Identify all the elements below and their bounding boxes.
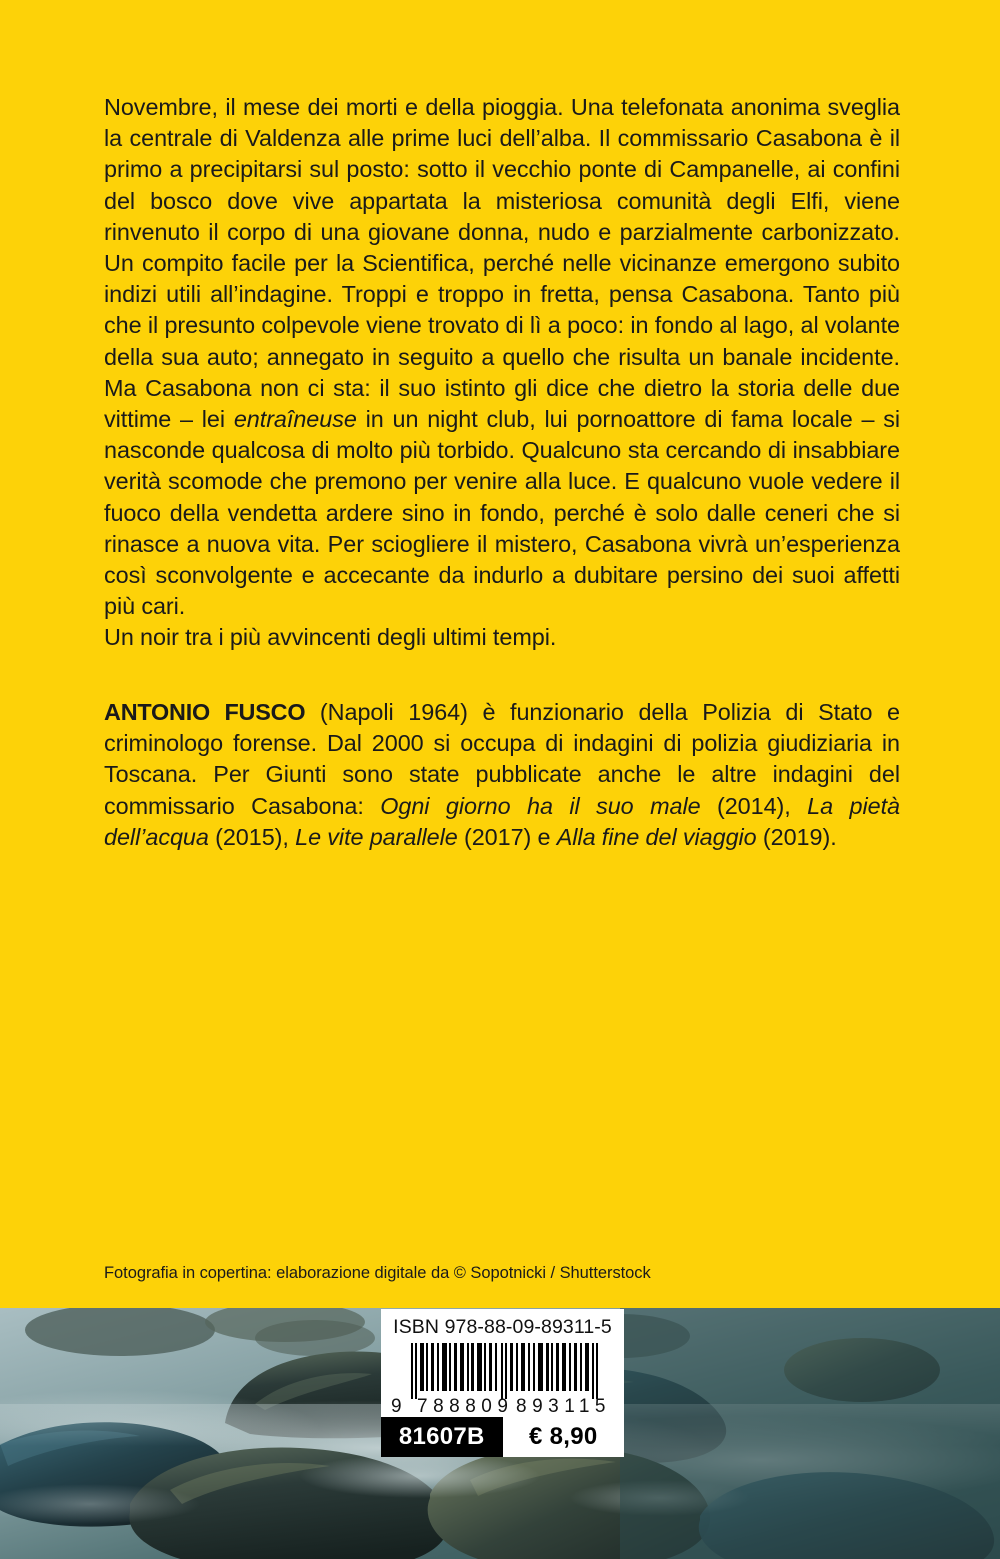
book-title-2: La pietà dell’acqua: [104, 792, 900, 850]
isbn-barcode-block: [381, 1309, 624, 1457]
book-year-2: (2015),: [208, 823, 296, 850]
author-name: ANTONIO FUSCO: [104, 699, 306, 725]
book-title-1: Ogni giorno ha il suo male: [380, 792, 701, 819]
isbn-number-label: ISBN 978-88-09-89311-5: [393, 1316, 612, 1338]
book-year-3: (2017) e: [457, 823, 557, 850]
barcode-digits-left-group: 788809: [417, 1395, 514, 1417]
synopsis-italic-term: entraîneuse: [233, 406, 357, 433]
synopsis-text-part-1: Novembre, il mese dei morti e della pioggia. Una telefonata anonima sveglia la centrale di Valdenza alle prime luci dell’alba. Il commissario Casabona è il primo a precipitarsi sul posto: sotto il vecchio ponte di Campanelle, ai confini del bosco dove vive appartata la misteriosa comunità degli Elfi, viene rinvenuto il corpo di una giovane donna, nudo e parzialmente carbonizzato. Un compito facile per la Scientifica, perché nelle vicinanze emergono subito indizi utili all’indagine. Troppi e troppo in fretta, pensa Casabona. Tanto più che il presunto colpevole viene trovato di lì a poco: in fondo al lago, al volante della sua auto; annegato in seguito a quello che risulta un banale incidente. Ma Casabona non ci sta: il suo istinto gli dice che dietro la storia delle due vittime – lei: [104, 94, 900, 433]
book-year-4: (2019).: [756, 823, 837, 850]
bio-text-intro: (Napoli 1964) è funzionario della Polizia di Stato e criminologo forense. Dal 2000 si occupa di indagini di polizia giudiziaria in Toscana. Per Giunti sono state pubblicate anche le altre indagini del commissario Casabona:: [104, 699, 900, 819]
price-row: [381, 1417, 624, 1457]
book-title-3: Le vite parallele: [295, 823, 458, 850]
book-year-1: (2014),: [700, 792, 808, 819]
synopsis-text-part-2: in un night club, lui pornoattore di fama locale – si nasconde qualcosa di molto più torbido. Qualcuno sta cercando di insabbiare verità scomode che premono per venire alla luce. E qualcuno vuole vedere il fuoco della vendetta ardere sino in fondo, perché è solo dalle ceneri che si rinasce a nuova vita. Per sciogliere il mistero, Casabona vivrà un’esperienza così sconvolgente e accecante da indurlo a dubitare persino dei suoi affetti più cari.: [104, 406, 901, 620]
photo-credit-line: Fotografia in copertina: elaborazione digitale da © Sopotnicki / Shutterstock: [104, 1264, 651, 1282]
synopsis-paragraph: [104, 92, 900, 654]
book-title-4: Alla fine del viaggio: [556, 823, 757, 850]
synopsis-block: [104, 92, 900, 654]
product-code: 81607B: [381, 1417, 503, 1457]
barcode-digits-right-group: 893115: [516, 1395, 611, 1417]
author-bio-paragraph: [104, 697, 900, 853]
barcode-area: [391, 1343, 614, 1415]
ean13-barcode-icon: [391, 1343, 614, 1399]
barcode-digit-lead: 9: [391, 1395, 403, 1417]
synopsis-closing-line: Un noir tra i più avvincenti degli ultimi tempi.: [104, 624, 557, 651]
price-value: € 8,90: [503, 1417, 625, 1457]
barcode-digits: [391, 1397, 614, 1417]
barcode-bars: [391, 1343, 614, 1399]
